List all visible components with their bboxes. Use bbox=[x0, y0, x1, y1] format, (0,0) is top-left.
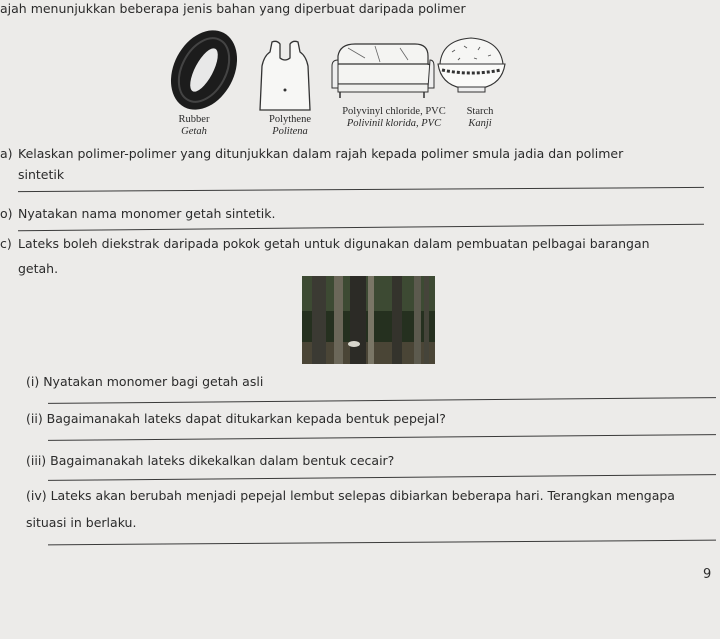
question-c-line2: getah. bbox=[18, 261, 59, 276]
caption-starch bbox=[456, 106, 504, 130]
sub-question-ii: (ii) Bagaimanakah lateks dapat ditukarkan kepada bentuk pepejal? bbox=[26, 411, 446, 426]
sub-question-iii: (iii) Bagaimanakah lateks dikekalkan dalam bentuk cecair? bbox=[26, 453, 395, 468]
caption-polythene-ms: Politena bbox=[272, 126, 308, 138]
answer-line-i[interactable] bbox=[48, 397, 716, 404]
page-number: 9 bbox=[703, 567, 712, 582]
question-a-line1: Kelaskan polimer-polimer yang ditunjukkan dalam rajah kepada polimer smula jadia dan polimer bbox=[18, 146, 624, 161]
caption-rubber-en: Rubber bbox=[178, 114, 210, 125]
intro-text: ajah menunjukkan beberapa jenis bahan yang diperbuat daripada polimer bbox=[0, 1, 466, 16]
question-c-label: c) bbox=[0, 236, 12, 251]
rice-bowl-image bbox=[434, 32, 509, 98]
rubber-tree-photo bbox=[302, 276, 435, 368]
sub-question-i: (i) Nyatakan monomer bagi getah asli bbox=[26, 374, 264, 389]
caption-pvc bbox=[334, 106, 454, 130]
caption-polythene bbox=[258, 114, 322, 138]
caption-starch-ms: Kanji bbox=[468, 118, 492, 130]
caption-polythene-en: Polythene bbox=[269, 114, 311, 125]
answer-line-ii[interactable] bbox=[48, 434, 716, 441]
sub-question-iv-line2: situasi in berlaku. bbox=[26, 515, 137, 530]
answer-line-a[interactable] bbox=[18, 187, 704, 193]
answer-line-iv[interactable] bbox=[48, 540, 716, 546]
tyre-image bbox=[160, 24, 245, 118]
answer-line-b[interactable] bbox=[18, 224, 704, 232]
question-b-text: Nyatakan nama monomer getah sintetik. bbox=[18, 206, 276, 221]
plastic-bag-image bbox=[250, 38, 320, 117]
sub-question-iv-line1: (iv) Lateks akan berubah menjadi pepejal lembut selepas dibiarkan beberapa hari. Terangkan mengapa bbox=[26, 488, 675, 503]
question-a-line2: sintetik bbox=[18, 167, 65, 182]
caption-pvc-en: Polyvinyl chloride, PVC bbox=[342, 106, 446, 117]
sofa-image bbox=[330, 36, 435, 108]
question-a-label: a) bbox=[0, 146, 13, 161]
caption-pvc-ms: Polivinil klorida, PVC bbox=[346, 118, 442, 130]
caption-starch-en: Starch bbox=[466, 106, 494, 117]
answer-line-iii[interactable] bbox=[48, 474, 716, 481]
caption-rubber-ms: Getah bbox=[181, 126, 207, 138]
caption-rubber bbox=[168, 114, 220, 138]
question-c-line1: Lateks boleh diekstrak daripada pokok getah untuk digunakan dalam pembuatan pelbagai barangan bbox=[18, 236, 650, 251]
question-b-label: o) bbox=[0, 206, 13, 221]
